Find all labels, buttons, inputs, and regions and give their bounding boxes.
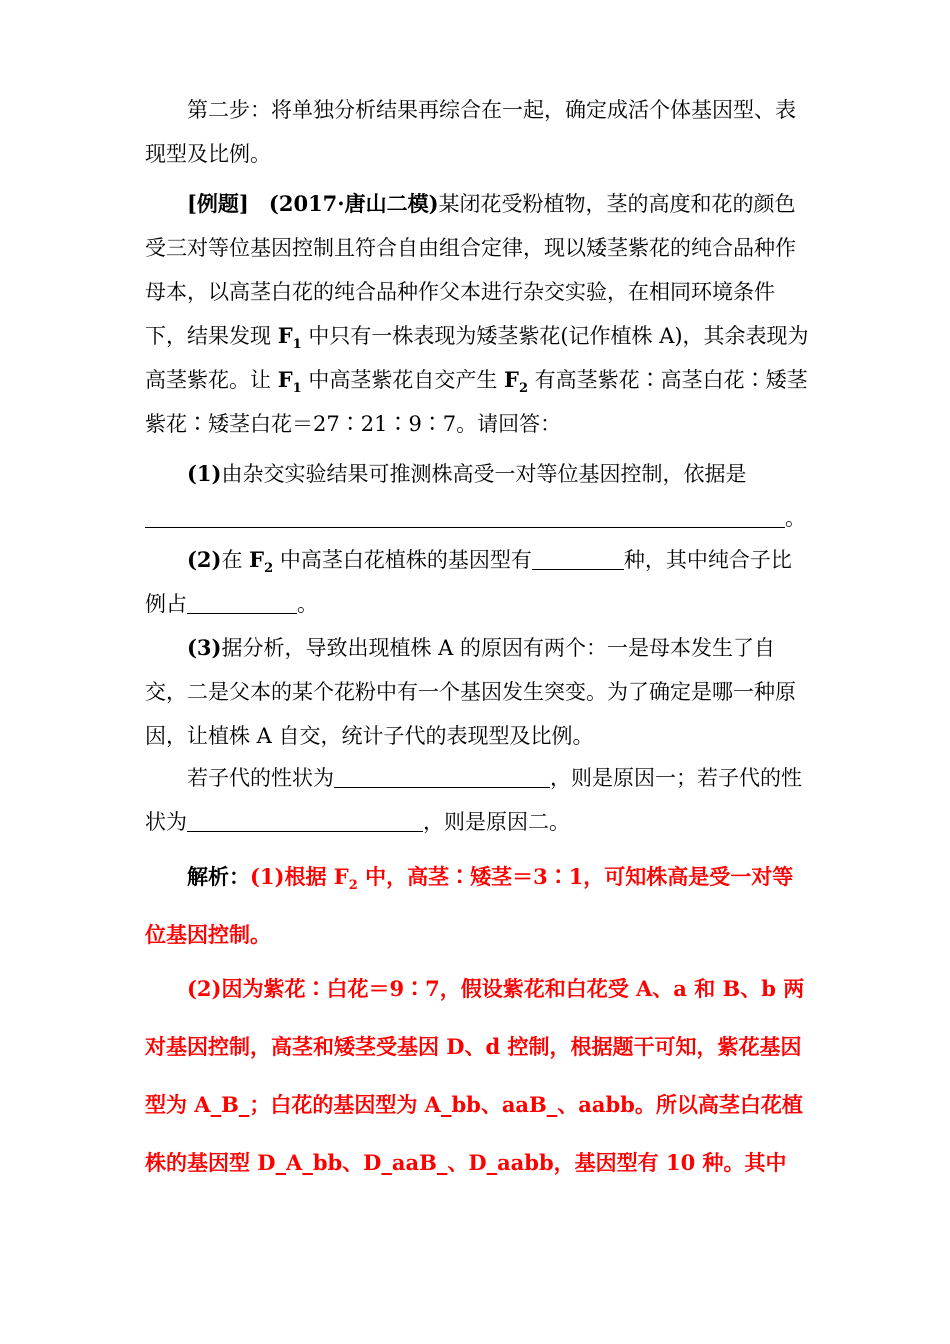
q2-text-b: 中高茎白花植株的基因型有 [273, 548, 532, 572]
q2-end: 。 [297, 592, 318, 616]
f2-symbol: F [504, 367, 519, 392]
f1-subscript-2: 1 [292, 381, 302, 396]
step2-paragraph: 第二步：将单独分析结果再综合在一起，确定成活个体基因型、表现型及比例。 [145, 98, 796, 166]
q3b-text-a: 若子代的性状为 [187, 766, 334, 790]
example-stem-d: 有高茎紫花∶高茎白花∶矮茎紫花∶矮茎白花＝27∶21∶9∶7。请回答： [145, 368, 808, 436]
question-3-answers [145, 756, 810, 844]
analysis-p1-b: 中，高茎∶矮茎＝3∶1，可知株高是受一对等位基因控制。 [145, 864, 794, 947]
f1-symbol-2: F [277, 367, 293, 392]
q3-text: 据分析，导致出现植株 A 的原因有两个：一是母本发生了自交，二是父本的某个花粉中有一个基因发生突变。为了确定是哪一种原因，让植株 A 自交，统计子代的表现型及比例。 [145, 636, 796, 748]
q2-f2-symbol: F [249, 547, 265, 572]
q2-f2-subscript: 2 [264, 561, 274, 576]
analysis-f2-symbol: F [333, 864, 349, 889]
q1-answer-blank[interactable] [145, 505, 785, 528]
q2-number: (2) [187, 547, 222, 572]
q3-number: (3) [187, 635, 222, 660]
q3-blank-cause1[interactable] [334, 765, 550, 788]
question-3 [145, 626, 810, 758]
example-stem-a: 某闭花受粉植物，茎的高度和花的颜色受三对等位基因控制且符合自由组合定律，现以矮茎紫花的纯合品种作母本，以高茎白花的纯合品种作父本进行杂交实验，在相同环境条件下，结果发现 [145, 192, 796, 348]
q1-number: (1) [187, 461, 222, 486]
example-paragraph [145, 182, 810, 446]
f1-symbol: F [277, 323, 293, 348]
example-tag: [例题] [187, 191, 249, 216]
analysis-f2-subscript: 2 [348, 878, 358, 893]
q2-blank-count[interactable] [532, 547, 624, 570]
q3b-text-b: ，则是原因一；若子代的性状为 [145, 766, 802, 834]
example-stem-b: 中只有一株表现为矮茎紫花(记作植株 A)，其余表现为高茎紫花。让 [145, 324, 809, 392]
analysis-p1-a: (1)根据 [250, 864, 334, 889]
question-1 [145, 452, 810, 540]
q2-blank-ratio[interactable] [187, 591, 297, 614]
analysis-paragraph-1 [145, 848, 810, 964]
q2-text-c: 种，其中纯合子比例占 [145, 548, 792, 616]
q1-text: 由杂交实验结果可推测株高受一对等位基因控制，依据是 [221, 462, 747, 486]
example-source: (2017·唐山二模) [268, 191, 439, 216]
analysis-label: 解析： [187, 864, 250, 889]
q3-blank-cause2[interactable] [187, 809, 423, 832]
q2-text-a: 在 [221, 548, 250, 572]
example-stem-c: 中高茎紫花自交产生 [301, 368, 505, 392]
q1-end: 。 [785, 506, 806, 530]
question-2 [145, 538, 810, 626]
f2-subscript: 2 [518, 381, 528, 396]
q3b-text-c: ，则是原因二。 [423, 810, 570, 834]
analysis-paragraph-2: (2)因为紫花∶白花＝9∶7，假设紫花和白花受 A、a 和 B、b 两对基因控制，高茎和矮茎受基因 D、d 控制，根据题干可知，紫花基因型为 A_B_；白花的基因型为 A_bb、aaB_、aabb。所以高茎白花植株的基因型 D_A_bb、D_aaB_、D_aabb，基因型有 10 种。其中 [145, 976, 805, 1175]
f1-subscript: 1 [292, 337, 302, 352]
